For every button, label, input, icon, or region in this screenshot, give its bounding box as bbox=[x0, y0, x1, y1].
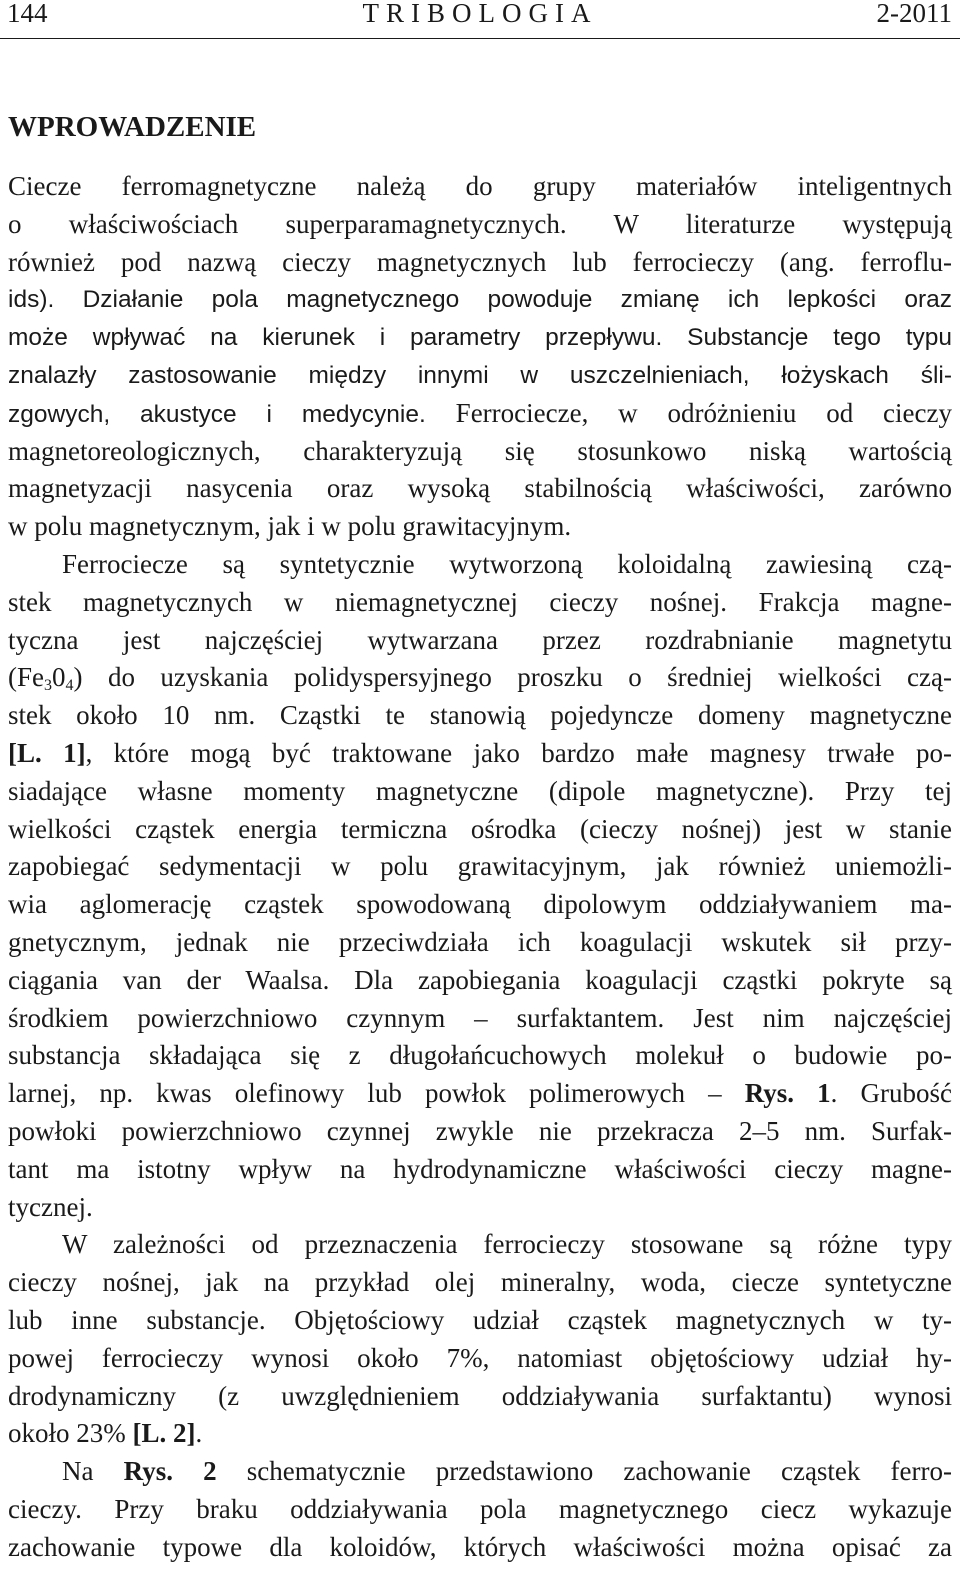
text-line: również pod nazwą cieczy magnetycznych lub ferrocieczy (ang. ferroflu- bbox=[8, 246, 952, 277]
page-number: 144 bbox=[7, 0, 48, 28]
text-line: lub inne substancje. Objętościowy udział cząstek magnetycznych w ty- bbox=[8, 1304, 952, 1335]
text-line: środkiem powierzchniowo czynnym – surfaktantem. Jest nim najczęściej bbox=[8, 1002, 953, 1033]
text-line: znalazły zastosowanie między innymi w uszczelnieniach, łożyskach śli- bbox=[8, 361, 952, 389]
text-line: gnetycznym, jednak nie przeciwdziała ich koagulacji wskutek sił przy- bbox=[8, 926, 952, 957]
text-line: tant ma istotny wpływ na hydrodynamiczne właściwości cieczy magne- bbox=[8, 1153, 952, 1184]
text-line: ciągania van der Waalsa. Dla zapobiegania koagulacji cząstki pokryte są bbox=[8, 964, 952, 995]
text-line: powłoki powierzchniowo czynnej zwykle nie przekracza 2–5 nm. Surfak- bbox=[8, 1115, 952, 1146]
text-line: stek magnetycznych w niemagnetycznej cieczy nośnej. Frakcja magne- bbox=[8, 586, 953, 617]
text-line: W zależności od przeznaczenia ferrocieczy stosowane są różne typy bbox=[62, 1229, 952, 1260]
text-line: zgowych, akustyce i medycynie. Ferrociecze, w odróżnieniu od cieczy bbox=[8, 397, 952, 428]
text-line: drodynamiczny (z uwzględnieniem oddziaływania surfaktantu) wynosi bbox=[8, 1380, 952, 1411]
journal-issue: 2-2011 bbox=[876, 0, 952, 28]
text-line: ids). Działanie pola magnetycznego powoduje zmianę ich lepkości oraz bbox=[8, 286, 952, 314]
text-line: stek około 10 nm. Cząstki te stanowią pojedyncze domeny magnetyczne bbox=[8, 700, 953, 731]
text-line: zachowanie typowe dla koloidów, których właściwości można opisać za bbox=[8, 1531, 952, 1562]
text-line: tyczna jest najczęściej wytwarzana przez rozdrabnianie magnetytu bbox=[8, 624, 952, 655]
text-line: zapobiegać sedymentacji w polu grawitacyjnym, jak również uniemożli- bbox=[8, 851, 952, 882]
text-line: Ferrociecze są syntetycznie wytworzoną koloidalną zawiesiną czą- bbox=[62, 548, 952, 579]
text-line: magnetoreologicznych, charakteryzują się stosunkowo niską wartością bbox=[8, 435, 952, 466]
text-line: siadające własne momenty magnetyczne (dipole magnetyczne). Przy tej bbox=[8, 775, 953, 806]
body-text bbox=[8, 168, 952, 1566]
text-line: o właściwościach superparamagnetycznych. W literaturze występują bbox=[8, 208, 952, 239]
reference-citation: [L. 2] bbox=[132, 1418, 196, 1449]
text-line: wielkości cząstek energia termiczna ośrodka (cieczy nośnej) jest w stanie bbox=[8, 813, 952, 844]
figure-reference: Rys. 2 bbox=[123, 1456, 217, 1487]
text-line: powej ferrocieczy wynosi około 7%, natomiast objętościowy udział hy- bbox=[8, 1342, 952, 1373]
text-line: magnetyzacji nasycenia oraz wysoką stabilnością właściwości, zarówno bbox=[8, 473, 952, 504]
section-title: WPROWADZENIE bbox=[8, 111, 257, 143]
journal-name: TRIBOLOGIA bbox=[362, 0, 598, 28]
text-line: substancja składająca się z długołańcuchowych molekuł o budowie po- bbox=[8, 1040, 952, 1071]
text-line: około 23% [L. 2]. bbox=[8, 1418, 203, 1449]
text-line: może wpływać na kierunek i parametry przepływu. Substancje tego typu bbox=[8, 324, 952, 352]
text-line: w polu magnetycznym, jak i w polu grawitacyjnym. bbox=[8, 511, 572, 542]
text-line: cieczy nośnej, jak na przykład olej mineralny, woda, ciecze syntetyczne bbox=[8, 1267, 952, 1298]
running-header bbox=[0, 0, 960, 39]
text-line: $(Fe_30_4)$ do uzyskania polidyspersyjnego proszku o średniej wielkości czą- bbox=[8, 662, 952, 695]
text-line: tycznej. bbox=[8, 1191, 93, 1222]
reference-citation: [L. 1] bbox=[8, 737, 86, 768]
text-line: cieczy. Przy braku oddziaływania pola magnetycznego ciecz wykazuje bbox=[8, 1493, 953, 1524]
text-line: wia aglomerację cząstek spowodowaną dipolowym oddziaływaniem ma- bbox=[8, 889, 952, 920]
text-line: Ciecze ferromagnetyczne należą do grupy materiałów inteligentnych bbox=[8, 171, 952, 201]
figure-reference: Rys. 1 bbox=[744, 1078, 831, 1109]
text-line: larnej, np. kwas olefinowy lub powłok polimerowych – Rys. 1. Grubość bbox=[8, 1078, 952, 1109]
text-line: [L. 1], które mogą być traktowane jako bardzo małe magnesy trwałe po- bbox=[8, 737, 953, 768]
text-line: Na Rys. 2 schematycznie przedstawiono zachowanie cząstek ferro- bbox=[62, 1456, 953, 1487]
